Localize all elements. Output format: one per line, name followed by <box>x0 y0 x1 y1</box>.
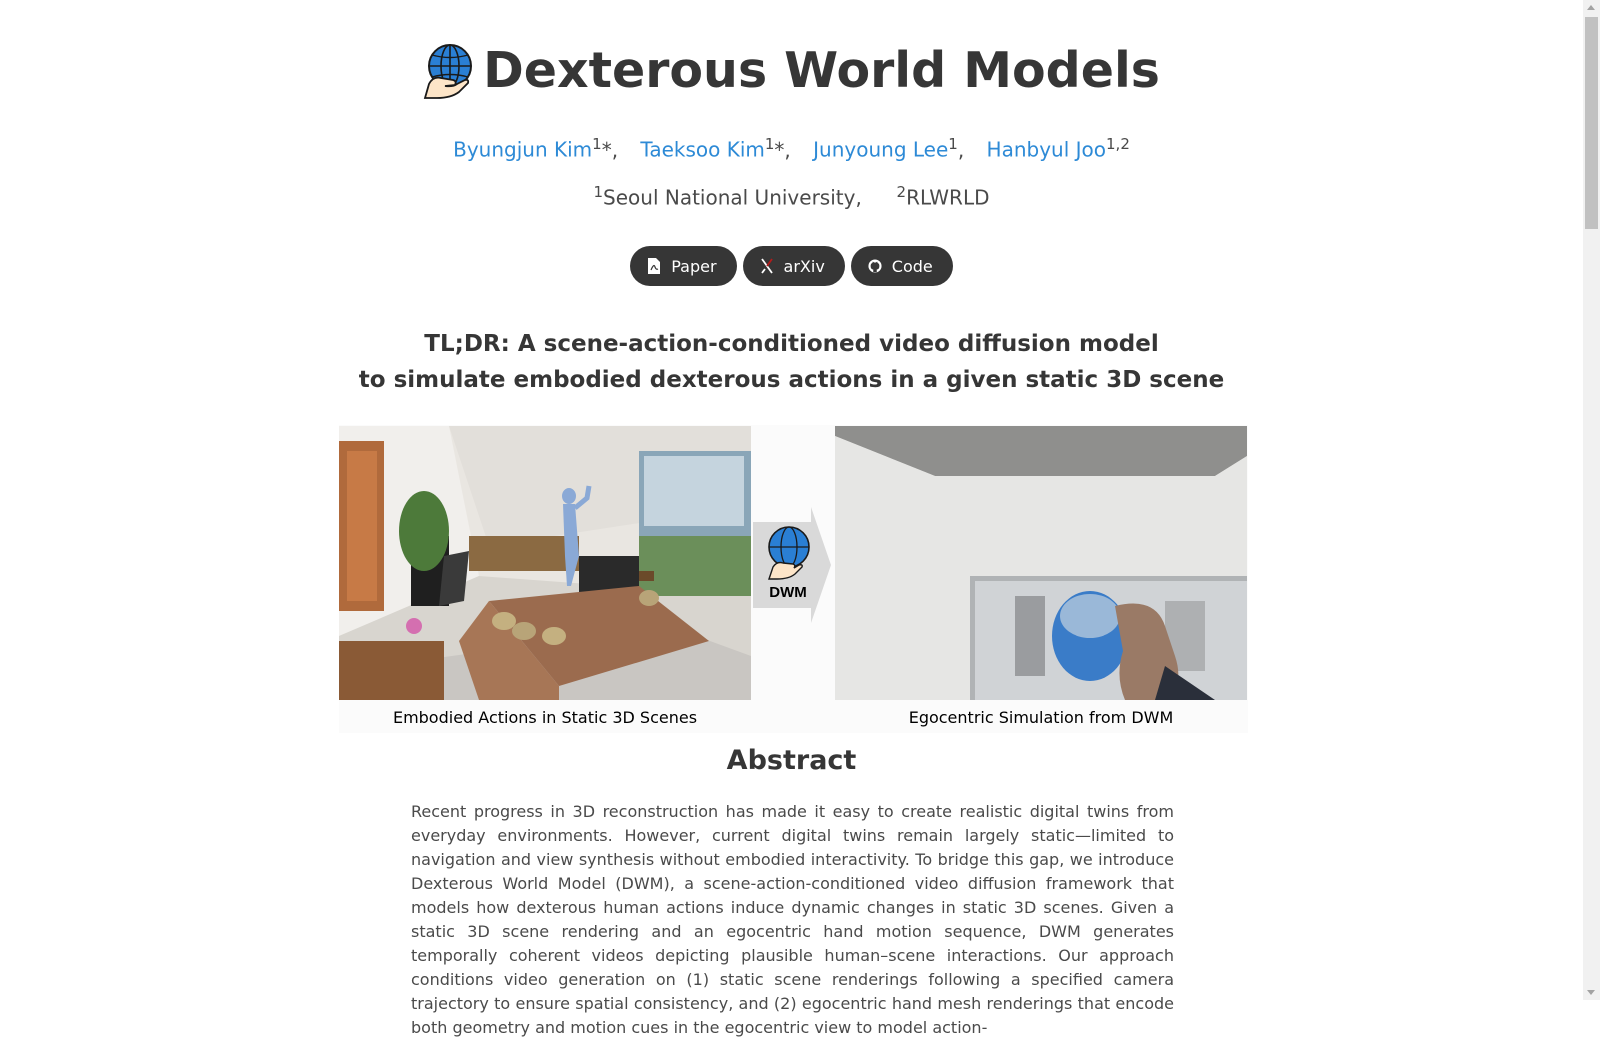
scroll-up-arrow-icon[interactable] <box>1587 5 1595 10</box>
author-link[interactable]: Hanbyul Joo <box>986 137 1107 162</box>
author-affiliation-sup: 1 <box>948 135 958 153</box>
affiliation-name: RLWRLD <box>906 185 990 210</box>
affiliation-name: Seoul National University, <box>603 185 862 210</box>
egocentric-video-image <box>835 426 1247 700</box>
author-mark: *, <box>601 137 619 162</box>
link-buttons <box>0 246 1583 286</box>
tldr <box>0 326 1583 398</box>
right-caption: Egocentric Simulation from DWM <box>908 708 1174 727</box>
author-mark: *, <box>774 137 791 162</box>
arxiv-icon <box>760 258 774 274</box>
code-button-label: Code <box>891 256 933 276</box>
author-link[interactable]: Taeksoo Kim <box>640 137 765 162</box>
scene-render-image <box>339 426 751 700</box>
author-affiliation-sup: 1 <box>764 135 775 153</box>
page-title: Dexterous World Models <box>483 41 1160 99</box>
scrollbar-thumb[interactable] <box>1585 17 1598 229</box>
tldr-line-1: A scene-action-conditioned video diffusion model <box>517 331 1159 357</box>
tldr-line-2: to simulate embodied dexterous actions in a given static 3D scene <box>358 367 1225 393</box>
affiliation-sup: 2 <box>896 183 907 201</box>
left-caption: Embodied Actions in Static 3D Scenes <box>392 708 698 727</box>
code-button[interactable] <box>851 246 953 286</box>
paper-button[interactable] <box>630 246 736 286</box>
github-icon <box>868 258 882 274</box>
arxiv-button[interactable] <box>743 246 845 286</box>
title-row <box>0 40 1583 100</box>
author-link[interactable]: Byungjun Kim <box>453 137 593 162</box>
dwm-arrow-label: DWM <box>769 584 807 601</box>
tldr-prefix: TL;DR: <box>424 331 510 357</box>
affiliation-list <box>0 183 1583 210</box>
affiliation-sup: 1 <box>593 183 604 201</box>
abstract-heading: Abstract <box>726 745 857 776</box>
pdf-file-icon <box>647 258 661 274</box>
teaser-figure <box>339 425 1248 733</box>
author-link[interactable]: Junyoung Lee <box>813 137 949 162</box>
author-affiliation-sup: 1,2 <box>1106 135 1130 153</box>
abstract-text: Recent progress in 3D reconstruction has made it easy to create realistic digital twins from everyday environments. However, current digital twins remain largely static—limited to navigation and view synthesis without embodied interactivity. To bridge this gap, we introduce Dexterous World Model (DWM), a scene-action-conditioned video diffusion framework that models how dexterous human actions induce dynamic changes in static 3D scenes. Given a static 3D scene rendering and an egocentric hand motion sequence, DWM generates temporally coherent videos depicting plausible human–scene interactions. Our approach conditions video generation on (1) static scene renderings following a specified camera trajectory to ensure spatial consistency, and (2) egocentric hand mesh renderings that encode both geometry and motion cues in the egocentric view to model action- <box>411 802 1174 1037</box>
arxiv-button-label: arXiv <box>783 256 825 276</box>
author-list <box>0 135 1583 162</box>
paper-button-label: Paper <box>671 256 717 276</box>
globe-hand-logo-icon <box>423 40 473 100</box>
scroll-down-arrow-icon[interactable] <box>1587 990 1595 995</box>
dwm-arrow-icon <box>751 507 835 623</box>
author-affiliation-sup: 1 <box>592 135 602 153</box>
vertical-scrollbar[interactable] <box>1583 0 1600 1000</box>
author-mark: , <box>957 137 965 162</box>
